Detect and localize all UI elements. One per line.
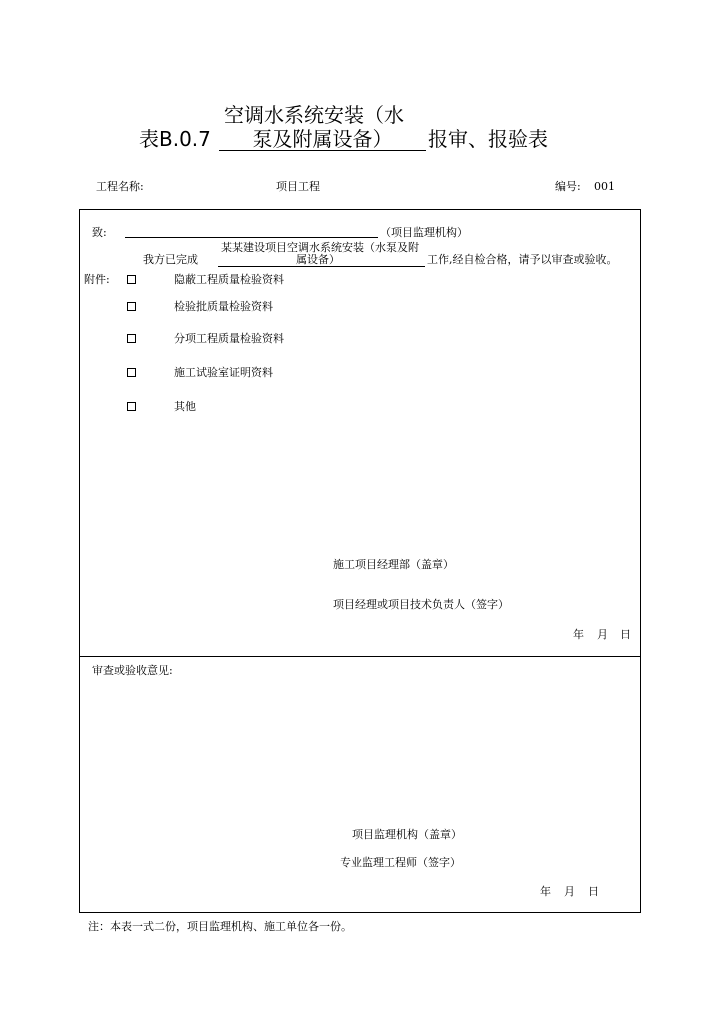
date-month: 月	[597, 628, 608, 641]
dept-stamp-label: 施工项目经理部（盖章）	[333, 558, 454, 571]
date-month-2: 月	[564, 885, 575, 898]
date-year-2: 年	[540, 885, 551, 898]
number-label: 编号:	[555, 180, 581, 193]
completed-label: 我方已完成	[143, 253, 198, 266]
attachment-checkbox-other[interactable]	[127, 402, 136, 411]
attachment-checkbox-subitem[interactable]	[127, 334, 136, 343]
to-label: 致:	[92, 226, 107, 239]
date-year: 年	[573, 628, 584, 641]
to-org-hint: （项目监理机构）	[380, 226, 468, 239]
attachment-label-concealed: 隐蔽工程质量检验资料	[174, 273, 284, 286]
footnote: 注：本表一式二份，项目监理机构、施工单位各一份。	[88, 920, 352, 933]
project-name-label: 工程名称:	[96, 180, 144, 193]
title-line-1: 空调水系统安装（水	[224, 103, 404, 127]
attachment-label-lab: 施工试验室证明资料	[174, 366, 273, 379]
work-name-line[interactable]	[218, 266, 425, 267]
work-name-line-1: 某某建设项目空调水系统安装（水泵及附	[221, 241, 419, 254]
attachment-label-subitem: 分项工程质量检验资料	[174, 332, 284, 345]
attachment-label-other: 其他	[174, 400, 196, 413]
attachments-label: 附件:	[84, 273, 110, 286]
title-line-2-underlined: 泵及附属设备）	[219, 128, 426, 151]
form-code: 表B.0.7	[139, 127, 211, 151]
number-value: 001	[594, 180, 615, 193]
to-org-line[interactable]	[125, 237, 378, 238]
attachment-checkbox-concealed[interactable]	[127, 275, 136, 284]
attachment-label-batch: 检验批质量检验资料	[174, 300, 273, 313]
section-divider	[79, 656, 641, 657]
engineer-sign-label: 专业监理工程师（签字）	[340, 856, 461, 869]
title-suffix: 报审、报验表	[428, 127, 548, 151]
work-name-line-2: 属设备）	[296, 253, 340, 266]
attachment-checkbox-batch[interactable]	[127, 302, 136, 311]
org-stamp-label: 项目监理机构（盖章）	[352, 828, 462, 841]
project-name-value: 项目工程	[276, 180, 320, 193]
opinion-label: 审查或验收意见:	[92, 664, 173, 677]
date-day: 日	[620, 628, 631, 641]
attachment-checkbox-lab[interactable]	[127, 368, 136, 377]
completed-tail: 工作,经自检合格，请予以审查或验收。	[427, 253, 618, 266]
date-day-2: 日	[588, 885, 599, 898]
manager-sign-label: 项目经理或项目技术负责人（签字）	[333, 598, 509, 611]
